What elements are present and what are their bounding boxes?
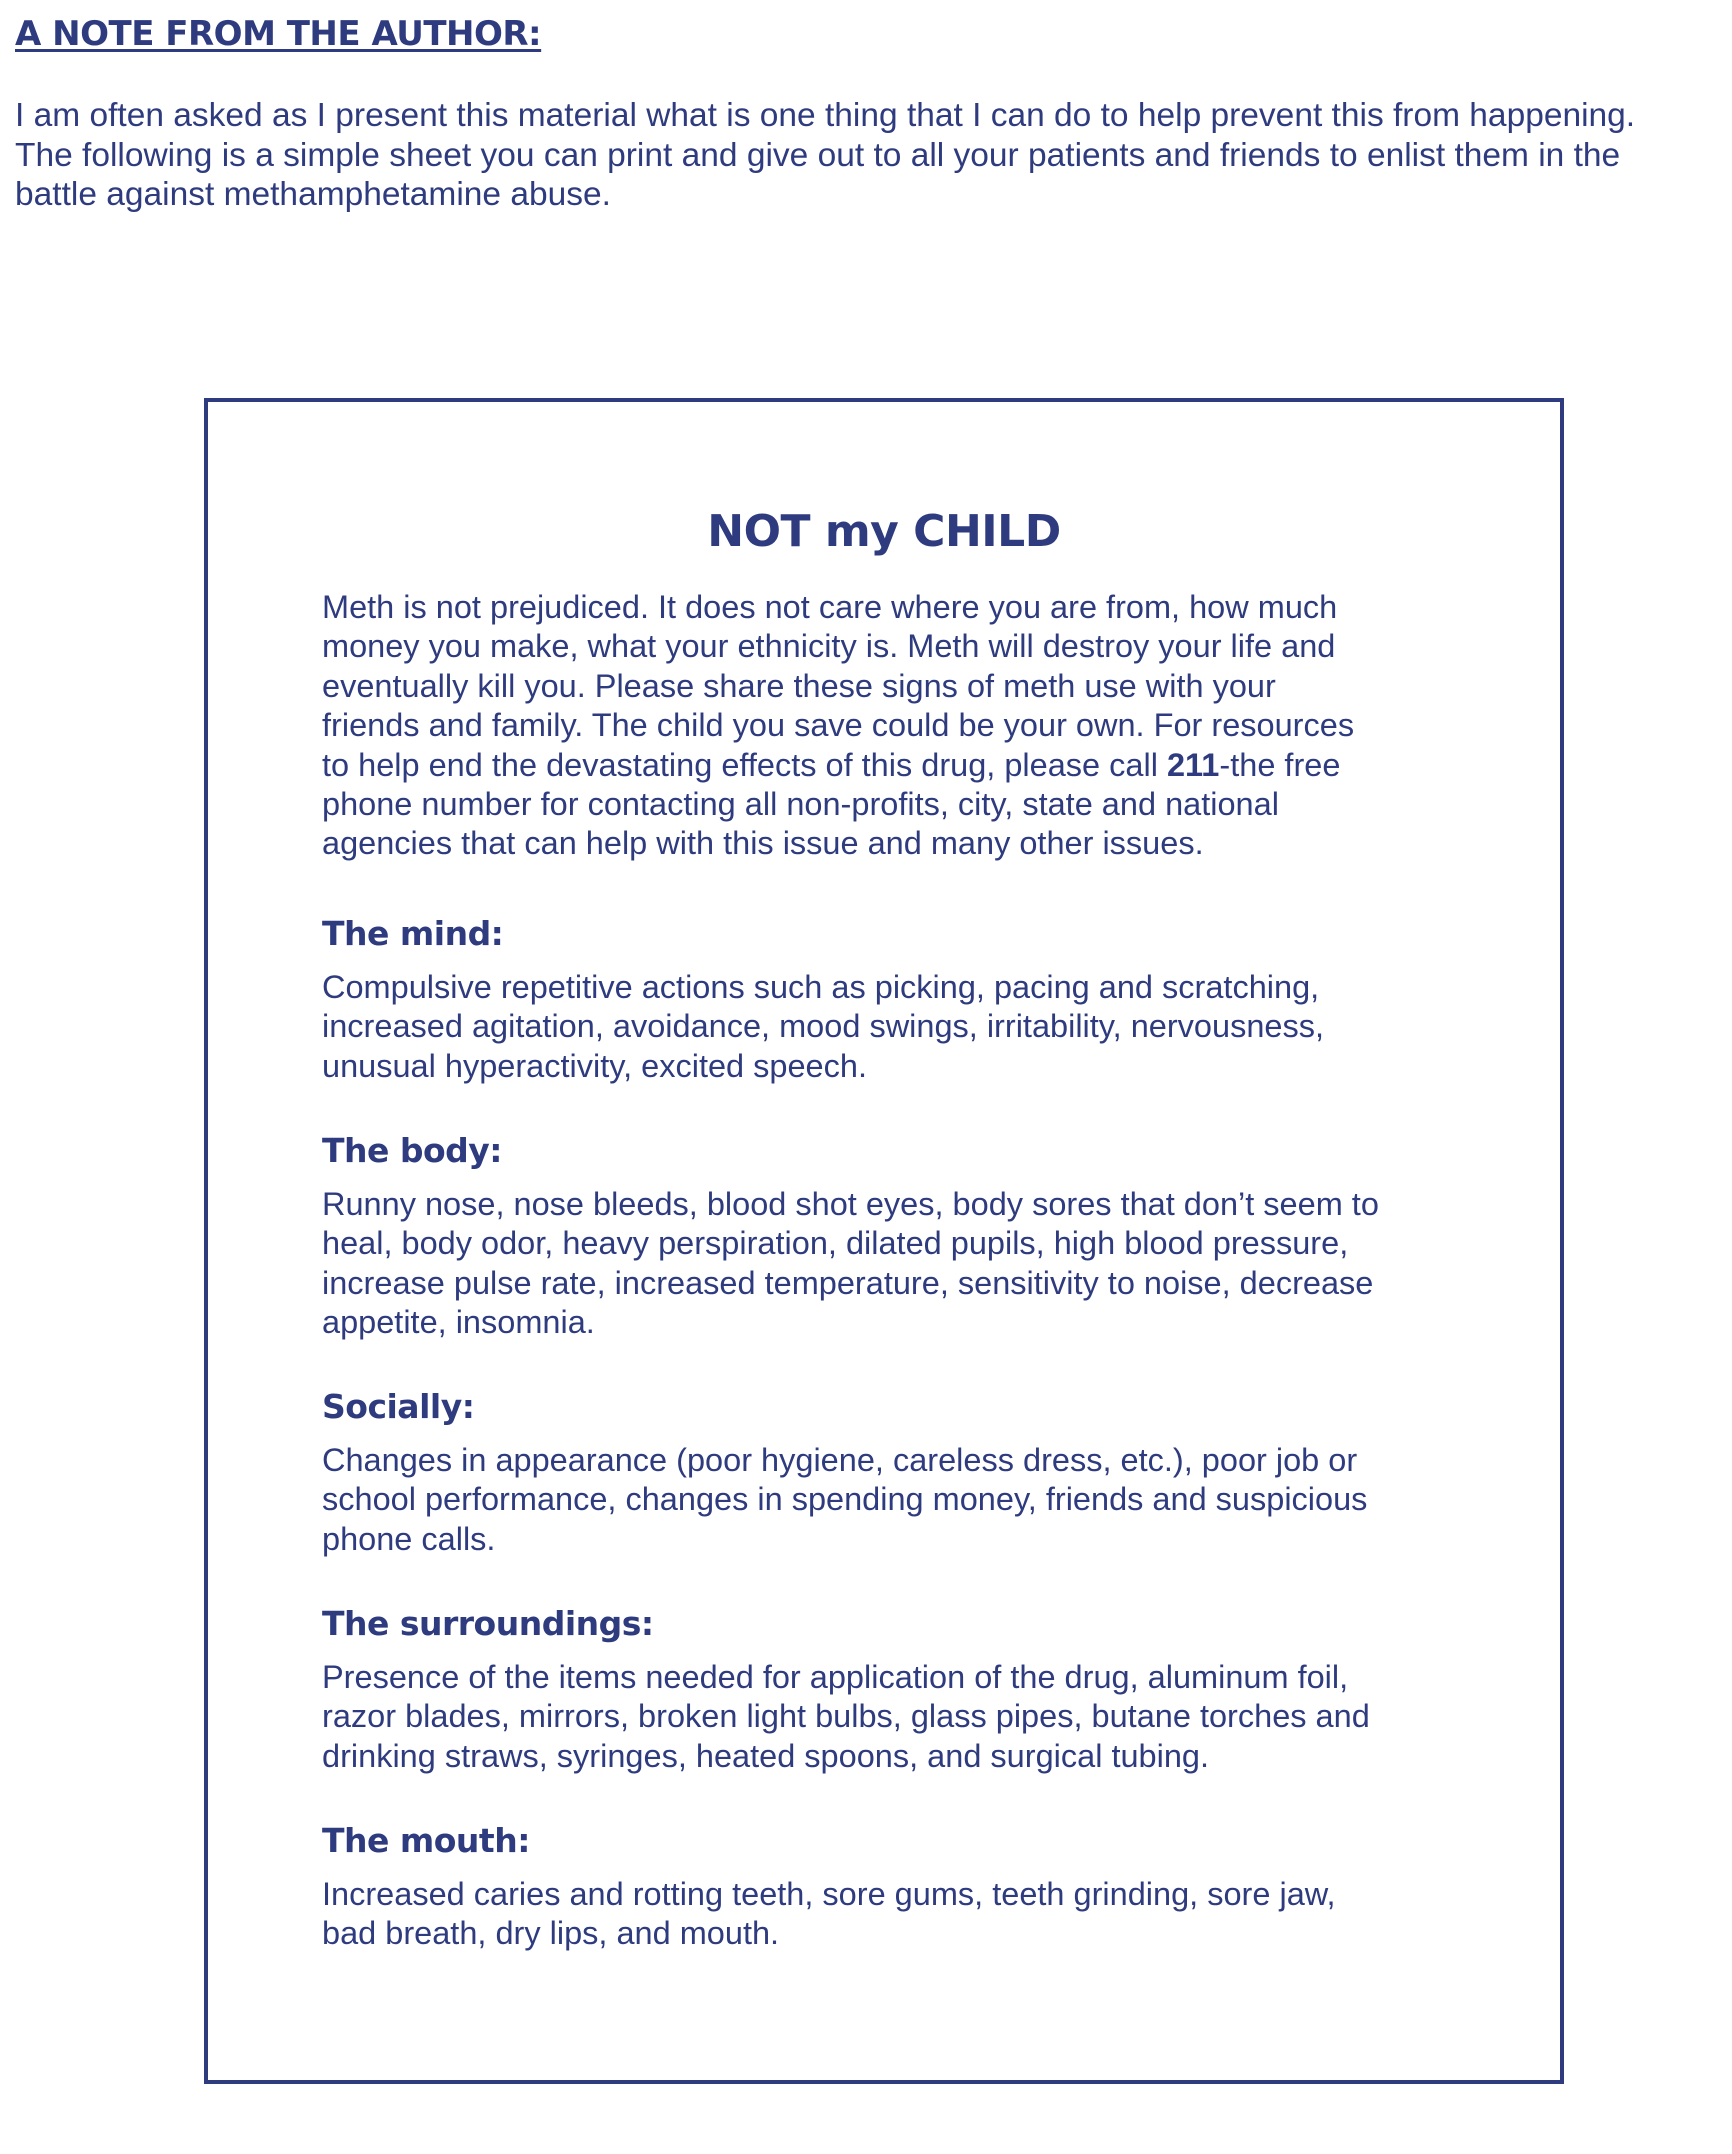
intro-line: eventually kill you. Please share these signs of meth use with your (322, 667, 1276, 704)
intro-paragraph (322, 588, 1354, 864)
section-text-mind (322, 968, 1324, 1086)
section-line: Runny nose, nose bleeds, blood shot eyes, body sores that don’t seem to (322, 1186, 1379, 1222)
author-note-paragraph (15, 96, 1635, 215)
section-line: increased agitation, avoidance, mood swings, irritability, nervousness, (322, 1008, 1324, 1045)
intro-line: money you make, what your ethnicity is. Meth will destroy your life and (322, 628, 1336, 665)
section-line: unusual hyperactivity, excited speech. (322, 1047, 867, 1084)
section-line: phone calls. (322, 1520, 496, 1557)
section-heading-mouth: The mouth: (322, 1821, 530, 1860)
section-line: drinking straws, syringes, heated spoons, and surgical tubing. (322, 1737, 1210, 1774)
author-note-line: I am often asked as I present this material what is one thing that I can do to help prevent this from happening. (15, 97, 1636, 134)
author-note-line: battle against methamphetamine abuse. (15, 176, 611, 213)
section-text-surroundings (322, 1658, 1370, 1776)
sheet-title: NOT my CHILD (707, 506, 1061, 557)
printable-sheet (204, 398, 1564, 2084)
section-heading-body: The body: (322, 1131, 502, 1170)
section-line: razor blades, mirrors, broken light bulbs, glass pipes, butane torches and (322, 1698, 1370, 1735)
intro-line: phone number for contacting all non-profits, city, state and national (322, 786, 1279, 823)
author-note-heading: A NOTE FROM THE AUTHOR: (15, 14, 542, 54)
intro-line: agencies that can help with this issue and many other issues. (322, 825, 1204, 862)
intro-phone-suffix: -the free (1219, 746, 1341, 783)
section-line: Changes in appearance (poor hygiene, careless dress, etc.), poor job or (322, 1442, 1358, 1478)
section-heading-surroundings: The surroundings: (322, 1604, 654, 1643)
phone-number-211: 211 (1166, 746, 1220, 783)
section-text-mouth (322, 1875, 1335, 1954)
section-line: Increased caries and rotting teeth, sore gums, teeth grinding, sore jaw, (322, 1876, 1336, 1912)
section-heading-mind: The mind: (322, 914, 504, 953)
section-line: bad breath, dry lips, and mouth. (322, 1915, 780, 1952)
section-heading-socially: Socially: (322, 1387, 475, 1426)
intro-phone-prefix: to help end the devastating effects of this drug, please call (322, 746, 1167, 783)
section-line: increase pulse rate, increased temperature, sensitivity to noise, decrease (322, 1264, 1374, 1301)
section-line: school performance, changes in spending money, friends and suspicious (322, 1481, 1368, 1518)
section-line: Compulsive repetitive actions such as picking, pacing and scratching, (322, 969, 1320, 1005)
section-text-socially (322, 1441, 1367, 1559)
intro-line: friends and family. The child you save could be your own. For resources (322, 707, 1355, 744)
section-text-body (322, 1185, 1379, 1343)
section-line: appetite, insomnia. (322, 1304, 595, 1341)
author-note-line: The following is a simple sheet you can print and give out to all your patients and friends to enlist them in the (15, 136, 1621, 174)
intro-line-phone (322, 746, 1354, 785)
section-line: heal, body odor, heavy perspiration, dilated pupils, high blood pressure, (322, 1225, 1349, 1262)
intro-line: Meth is not prejudiced. It does not care where you are from, how much (322, 589, 1338, 625)
section-line: Presence of the items needed for application of the drug, aluminum foil, (322, 1659, 1349, 1695)
